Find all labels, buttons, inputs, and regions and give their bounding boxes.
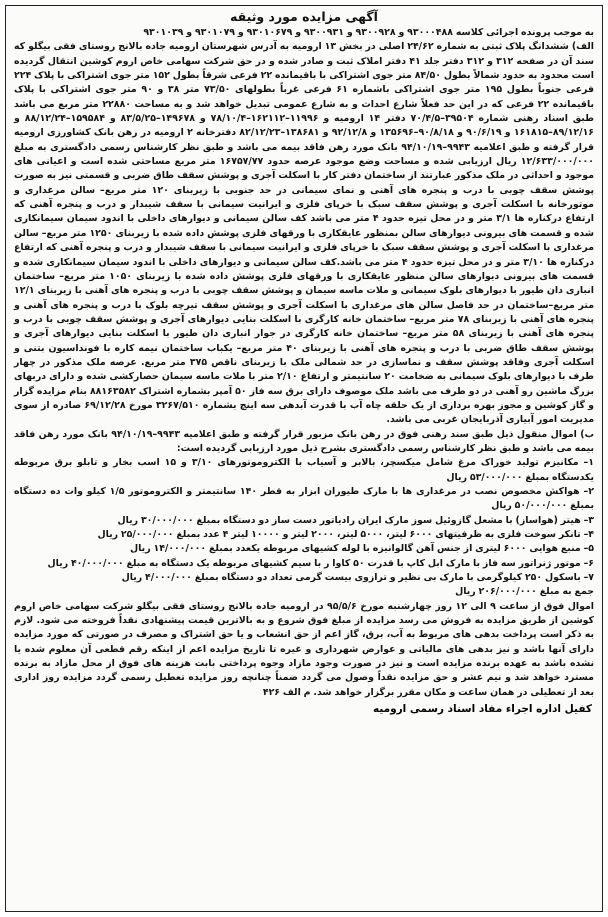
movable-item-3: ۳– هیتر (هواساز) با مشعل گازوئیل سوز مارک ایران رادیاتور دست ساز دو دستگاه بمبلغ ۳۰/۰۰۰/۰۰۰ ریال: [117, 514, 594, 526]
movable-item-2: ۲– هواکش مخصوص نصب در مرغداری ها با مارک طیوران ابزار به قطر ۱۴۰ سانتیمتر و الکتروموتور ۱/۵ کیلو وات ده دستگاه بمبلغ ۵۰/۰۰۰/۰۰۰ ریال: [14, 486, 594, 512]
total-amount: جمع به مبلغ ۲۰۶/۰۰۰/۰۰۰ ریال: [455, 586, 594, 598]
movables-intro-paragraph: ب) اموال منقول ذیل طبق سند رهنی فوق در رهن بانک مزبور قرار گرفته و طبق اعلامیه ۹۹۴۳–۹۴/۱۰/۱۹ بانک مورد رهن فاقد بیمه می باشد و طبق نظر کارشناس رسمی دادگستری بشرح ذیل مورد ارزیابی گردیده است:: [14, 428, 594, 454]
property-description-paragraph: الف) ششدانگ پلاک ثبتی به شماره ۲۴/۶۲ اصلی در بخش ۱۳ ارومیه به آدرس شهرستان ارومیه جاده بالانج روستای فقی بیگلو که سند آن در صفحه ۳۱۲ و ۳۱۲ دفتر جلد ۴۱ دفتر املاک ثبت و صادر شده و در حق شرکت سهامی خاص اروم کوشین انتقال گردیده است محدود به حدود شمالاً بطول ۸۴/۵۰ متر جوی اشتراکی با باقیمانده ۲۲ فرعی شرقاً بطول ۱۵۲ متر جوی اشتراکی با پلاک ۲۲۴ فرعی جنوباً بطول ۱۹۵ متر جوی اشتراکی باشماره ۶۱ فرعی غرباً بطولهای ۷۳/۵۰ متر ۳۸ و ۹۰ متر جوی اشتراکی با پلاک باقیمانده ۲۲ فرعی که در این حد فعلاً شارع احداث و به شارع عمومی تبدیل خواهد شد و به مساحت ۲۲۸۸۰ متر مربع می باشد طبق اسناد رهنی شماره ۳۹۵۰۴–۷۰/۴/۵ دفتر ۱۴ ارومیه و ۱۱۹۹۶–۱۶۲۱۱۲–۷۸/۱۰/۴ و ۱۴۹۶۷۸–۸۳/۵/۲۵ و ۱۵۹۵۸۴–۸۸/۱۲/۲۴ و ۸۹/۱۲/۱۶–۱۶۱۸۱۵ و ۹۰/۶/۱۹ و ۹۰/۸/۱۸–۱۳۵۶۹۶ و ۹۲/۱۲/۸ و ۱۳۸۶۸۱–۸۲/۱۲/۲۳ دفترخانه ۲ ارومیه در رهن بانک کشاورزی ارومیه قرار گرفته و طبق اعلامیه ۹۹۴۳–۹۴/۱۰/۱۹ بانک مورد رهن فاقد بیمه می باشد و طبق نظر کارشناس رسمی دادگستری به مبلغ ۱۲/۶۳۳/۰۰۰/۰۰۰ ریال ارزیابی شده و مساحت وضع موجود عرصه حدود ۱۶۷۵۷/۷۷ متر مربع مساحتی شده است و اعیانی های موجود و احداثی در ملک مذکور عبارتند از ساختمان دفتر کار با اسکلت آجری و پوشش سقف طاق ضربی و قسمتی نیز به صورت پوشش سقف چوبی با درب و پنجره های آهنی و نمای سیمانی در حد جنوبی با زیربنای ۱۲۰ متر مربع– سالن مرغداری و موتورخانه با اسکلت آجری و پوشش سقف سبک با خرپای فلزی و ایرانیت سیمانی با سقف شیبدار و درب و پنجره آهنی که ارتفاع درکناره ها ۳/۱ متر و در محل تیزه حدود ۴ متر می باشد کف سالن سیمانی و دیوارهای داخلی با اندود سیمان سیمانکاری شده و قسمت های بیرونی دیوارهای سالن بمنظور عایقکاری با ورقهای فلزی پوشش داده شده با زیربنای ۱۲۵۰ متر مربع– سالن مرغداری با اسکلت آجری و پوشش سقف سبک با خرپای فلزی و ایرانیت سیمانی با سقف شیبدار و درب و پنجره آهنی که ارتفاع درکناره ها ۳/۱۰ متر و در محل تیزه حدود ۴ متر می باشد.کف سالن سیمانی و دیوارهای داخلی با اندود سیمان سیمانکاری شده و قسمت های بیرونی دیوارهای سالن منظور عایقکاری با ورقهای فلزی پوشش داده شده با زیربنای ۱۰۵۰ متر مربع– ساختمان انباری دان طیور با دیوارهای بلوک سیمانی و ملات ماسه سیمان و پوشش سقف چوبی با درب و پنجره های آهنی با زیربنای ۱۲/۱ متر مربع–ساختمان در حد فاصل سالن های مرغداری با اسکلت آجری و پوشش سقف تیرچه بلوک با درب و پنجره های آهنی و پنجره های آهنی با زیربنای ۷۸ متر مربع– ساختمان خانه کارگری با اسکلت بنایی دیوارهای آجری و پوشش سقف چوبی با درب و پنجره های آهنی با زیربنای ۵۸ متر مربع– ساختمان خانه کارگری در جوار انباری دان طیور با اسکلت بنایی دیوارهای آجری و پوشش سقف طاق ضربی با درب و پنجره های آهنی با زیربنای ۴۰ متر مربع– یکباب ساختمان نیمه کاره با فونداسیون بتنی و اسکلت آجری وفاقد پوشش سقف و نماسازی در حد شمالی ملک با زیربنای ناقص ۳۷۵ متر مربع. عرصه ملک مذکور در چهار طرف با دیوارهای بلوک سیمانی به ضخامت ۲۰ سانتیمتر و ارتفاع ۲/۱۰ متر با ملات ماسه سیمان حصارکشی شده و دارای دربهای بزرگ ماشین رو آهنی در دو طرف می باشد ملک موصوف دارای برق سه فاز ۵۰ آمپر بشماره اشتراک ۸۸۱۶۳۵۸۲ بنام مزایده گزار و گاز کوشین و مجوز بهره برداری از یک حلقه چاه آب با قدرت آبدهی سه اینچ بشماره ۳۲۶۷/۵۱۰ مورخ ۶۹/۱۲/۲۸ صادره از سوی مدیریت امور آبیاری آذربایجان غربی می باشد.: [14, 41, 595, 426]
signature-line: کفیل اداره اجراء مفاد اسناد رسمی ارومیه: [372, 703, 592, 716]
movable-item-4: ۴– تانکر سوخت فلزی به ظرفیتهای ۶۰۰۰ لیتر، ۵۰۰۰ لیتر، ۲۰۰۰ لیتر و ۱۰۰۰۰ لیتر ۴ عدد بمبلغ ۲۵/۰۰۰/۰۰۰ ریال: [97, 529, 594, 541]
notice-sheet: [5, 5, 603, 912]
notice-body: [6, 26, 602, 700]
case-numbers-paragraph: به موجب پرونده اجرائی کلاسه ۹۳۰۰۰۴۸۸ و ۹۳۰۰۹۲۸ و ۹۳۰۰۹۳۱ و ۹۳۰۱۰۶۷۹ و ۹۳۰۱۰۷۹ و ۹۳۰۱۰۳۹: [143, 27, 594, 38]
movable-item-7: ۷– باسکول ۲۵۰ کیلوگرمی با مارک بی نظیر و ترازوی بیست گرمی تعداد دو دستگاه بمبلغ ۴/۰۰۰/۰۰۰ ریال: [121, 572, 594, 584]
movable-item-1: ۱– مکانیزم تولید خوراک مرغ شامل میکسچر، بالابر و آسیاب با الکتروموتورهای ۳/۱۰ و ۱۵ اسب بخار و تابلو برق مربوطه یکدستگاه بمبلغ ۵۳/۰۰۰/۰۰۰ ریال: [14, 457, 594, 483]
auction-terms-paragraph: اموال فوق از ساعت ۹ الی ۱۲ روز چهارشنبه مورخ ۹۵/۵/۶ در ارومیه جاده بالانج روستای فقی بیگلو شرکت سهامی خاص اروم کوشین از طریق مزایده به فروش می رسد مزایده از مبلغ فوق شروع و به بالاترین قیمت پیشنهادی نقداً فروخته می شود. لازم به ذکر است پرداخت بدهی های مربوط به آب، برق، گاز اعم از حق انشعاب و یا حق اشتراک و مصرف در صورتی که مورد مزایده دارای آنها باشد و نیز بدهی های مالیاتی و عوارض شهرداری و غیره تا تاریخ مزایده اعم از اینکه رقم قطعی آن معلوم شده یا نشده باشد به عهده برنده مزایده است و نیز در صورت وجود مازاد وجوه پرداختی بابت هزینه های فوق از محل مازاد به برنده مسترد خواهد شد و نیم عشر و حق مزایده نقداً وصول می گردد ضمناً چنانچه روز مزایده تعطیل رسمی گردد مزایده روز اداری بعد از تعطیلی در همان ساعت و مکان مقرر برگزار خواهد شد. م الف ۴۲۶: [14, 600, 594, 698]
movable-item-6: ۶– موتور ژنراتور سه فاز با مارک ابل کاپ با قدرت ۵۰ کاوا ر با سیم کشیهای مربوطه یک دستگاه به مبلغ ۴۰/۰۰۰/۰۰۰ ریال: [47, 557, 594, 569]
movable-item-5: ۵– منبع هوایی ۶۰۰۰ لیتری از جنس آهن گالوانیزه با لوله کشیهای مربوطه یکعدد بمبلغ ۱۴/۰۰۰/۰۰۰ ریال: [130, 543, 594, 555]
notice-title: آگهی مزایده مورد وثیقه: [230, 9, 378, 24]
